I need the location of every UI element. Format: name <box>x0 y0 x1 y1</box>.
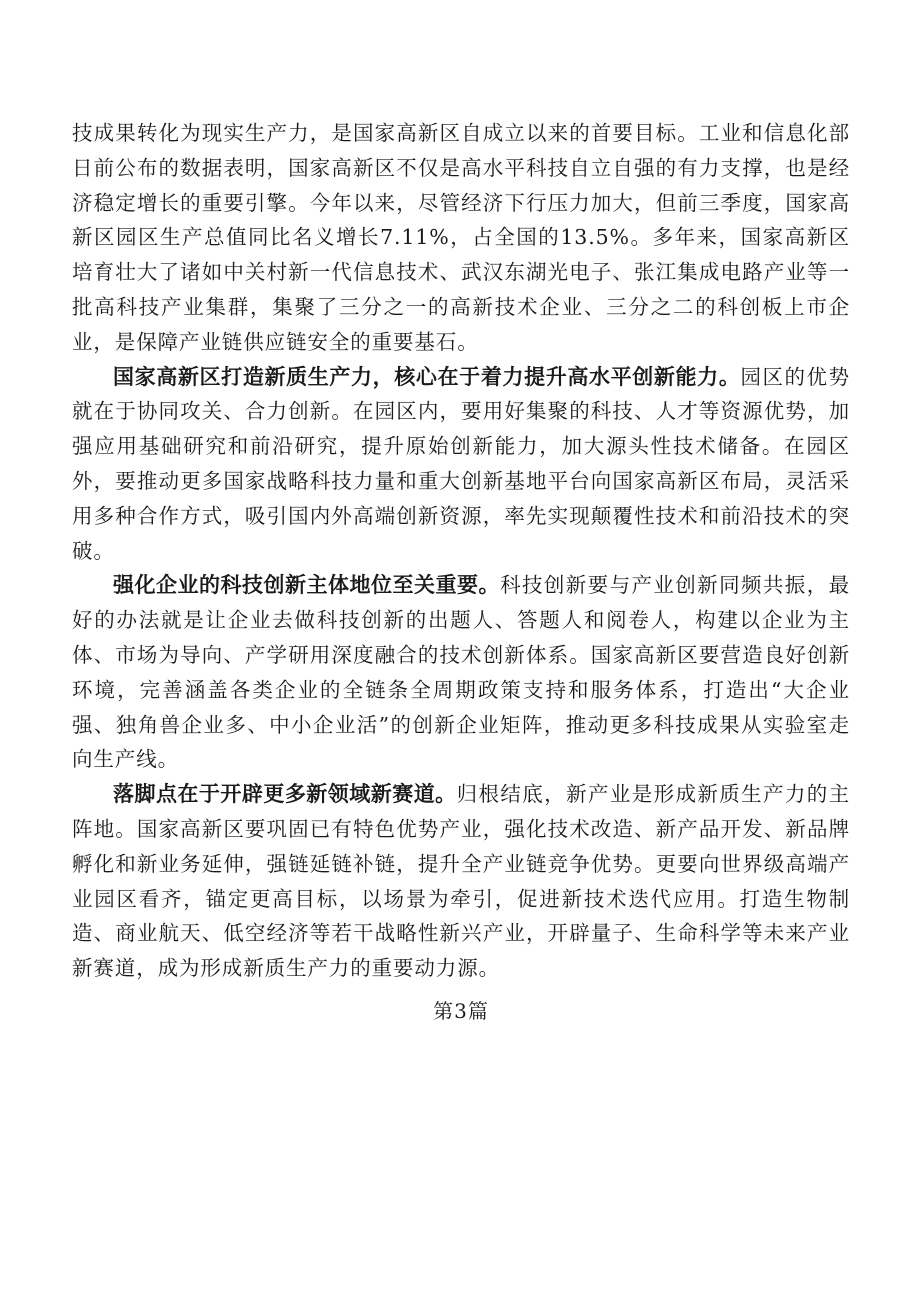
paragraph-2 <box>72 360 850 569</box>
paragraph-1-text: 技成果转化为现实生产力，是国家高新区自成立以来的首要目标。工业和信息化部日前公布的数据表明，国家高新区不仅是高水平科技自立自强的有力支撑，也是经济稳定增长的重要引擎。今年以来，尽管经济下行压力加大，但前三季度，国家高新区园区生产总值同比名义增长7.11%，占全国的13.5%。多年来，国家高新区培育壮大了诸如中关村新一代信息技术、武汉东湖光电子、张江集成电路产业等一批高科技产业集群，集聚了三分之一的高新技术企业、三分之二的科创板上市企业，是保障产业链供应链安全的重要基石。 <box>72 121 850 354</box>
paragraph-2-text: 园区的优势就在于协同攻关、合力创新。在园区内，要用好集聚的科技、人才等资源优势，加强应用基础研究和前沿研究，提升原始创新能力，加大源头性技术储备。在园区外，要推动更多国家战略科技力量和重大创新基地平台向国家高新区布局，灵活采用多种合作方式，吸引国内外高端创新资源，率先实现颠覆性技术和前沿技术的突破。 <box>72 364 850 563</box>
paragraph-2-lead: 国家高新区打造新质生产力，核心在于着力提升高水平创新能力。 <box>113 364 741 389</box>
paragraph-3-text: 科技创新要与产业创新同频共振，最好的办法就是让企业去做科技创新的出题人、答题人和阅卷人，构建以企业为主体、市场为导向、产学研用深度融合的技术创新体系。国家高新区要营造良好创新环境，完善涵盖各类企业的全链条全周期政策支持和服务体系，打造出“大企业强、独角兽企业多、中小企业活”的创新企业矩阵，推动更多科技成果从实验室走向生产线。 <box>72 573 851 772</box>
article-body <box>72 116 850 1029</box>
paragraph-4-lead: 落脚点在于开辟更多新领域新赛道。 <box>113 782 457 807</box>
paragraph-4 <box>72 777 850 986</box>
section-heading: 第3篇 <box>433 998 489 1023</box>
paragraph-1 <box>72 116 850 360</box>
paragraph-3-lead: 强化企业的科技创新主体地位至关重要。 <box>113 573 501 598</box>
paragraph-4-text: 归根结底，新产业是形成新质生产力的主阵地。国家高新区要巩固已有特色优势产业，强化技术改造、新产品开发、新品牌孵化和新业务延伸，强链延链补链，提升全产业链竞争优势。更要向世界级高端产业园区看齐，锚定更高目标，以场景为牵引，促进新技术迭代应用。打造生物制造、商业航天、低空经济等若干战略性新兴产业，开辟量子、生命科学等未来产业新赛道，成为形成新质生产力的重要动力源。 <box>72 782 851 981</box>
paragraph-3 <box>72 568 850 777</box>
